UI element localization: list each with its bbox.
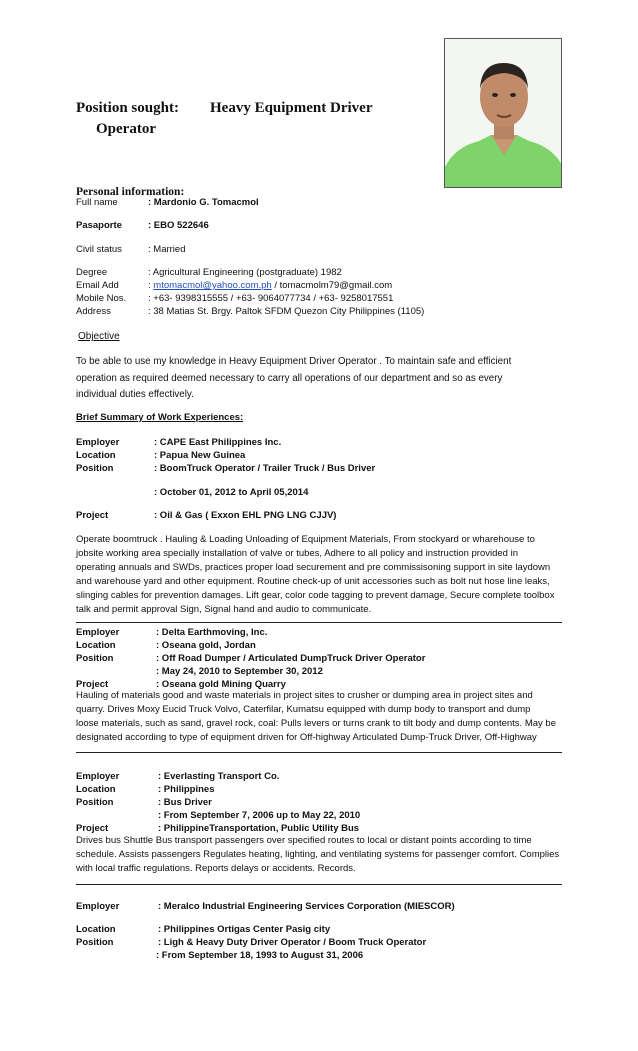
project-label: Project	[76, 510, 109, 521]
description-line: schedule. Assists passengers Regulates heating, lighting, and ventilating systems for passenger comfort. Complies	[76, 849, 560, 860]
objective-heading: Objective	[78, 331, 120, 342]
project-value: : Oseana gold Mining Quarry	[156, 679, 286, 690]
employer-value: : Everlasting Transport Co.	[158, 771, 280, 782]
field-value: : Agricultural Engineering (postgraduate) 1982	[148, 267, 342, 278]
field-value: : Mardonio G. Tomacmol	[148, 197, 259, 208]
field-value: : Married	[148, 244, 186, 255]
dates-value: : October 01, 2012 to April 05,2014	[154, 487, 309, 498]
description-line: Operate boomtruck . Hauling & Loading Unloading of Equipment Materials, From stockyard or wharehouse to	[76, 534, 535, 545]
job1-description	[76, 533, 566, 617]
position-value: : Ligh & Heavy Duty Driver Operator / Boom Truck Operator	[158, 937, 427, 948]
position-value: : BoomTruck Operator / Trailer Truck / Bus Driver	[154, 463, 376, 474]
position-label: Position	[76, 653, 114, 664]
employer-label: Employer	[76, 437, 120, 448]
position-label: Position	[76, 463, 114, 474]
description-line: Hauling of materials good and waste materials in project sites to crusher or dumping area in project sites and	[76, 690, 533, 701]
section-divider	[76, 622, 562, 623]
description-line: loose materials, such as sand, gravel rock, coal: Pulls levers or turns crank to tilt body and dump contents. May be	[76, 718, 556, 729]
field-label: Pasaporte	[76, 220, 122, 231]
description-line: with local traffic regulations. Reports delays or accidents. Records.	[76, 863, 356, 874]
work-summary-heading: Brief Summary of Work Experiences:	[76, 412, 244, 423]
objective-line: individual duties effectively.	[76, 389, 194, 400]
field-value	[148, 279, 392, 293]
email-prefix: :	[148, 280, 154, 291]
description-line: operating annuals and SWDs, practices proper load securement and pre commissisoning support in site laydown	[76, 562, 551, 573]
field-label: Email Add	[76, 280, 119, 291]
description-line: and warehouse yard and other equipment. Routine check-up of unit accessories such as bolt nut hose line leaks,	[76, 576, 550, 587]
dates-value: : May 24, 2010 to September 30, 2012	[156, 666, 323, 677]
description-line: designated according to type of equipment driven for Off-highway Articulated Dump-Truck Driver, Off-Highway	[76, 732, 537, 743]
description-line: quarry. Drives Moxy Eucid Truck Volvo, Caterfilar, Kumatsu equipped with dump body to transport and dump	[76, 704, 531, 715]
field-label: Mobile Nos.	[76, 293, 127, 304]
employer-value: : Delta Earthmoving, Inc.	[156, 627, 268, 638]
email-suffix: / tomacmolm79@gmail.com	[271, 280, 393, 291]
field-label: Address	[76, 306, 111, 317]
personal-info-heading: Personal information:	[76, 186, 185, 198]
location-value: : Philippines Ortigas Center Pasig city	[158, 924, 331, 935]
objective-line: operation as required deemed necessary to carry all operations of our department and so as every	[76, 372, 503, 384]
employer-value: : Meralco Industrial Engineering Services Corporation (MIESCOR)	[158, 901, 455, 912]
location-label: Location	[76, 924, 116, 935]
project-value: : PhilippineTransportation, Public Utility Bus	[158, 823, 360, 834]
description-line: Drives bus Shuttle Bus transport passengers over specified routes to local or distant points according to time	[76, 835, 532, 846]
project-label: Project	[76, 679, 109, 690]
field-label: Full name	[76, 197, 118, 208]
project-value: : Oil & Gas ( Exxon EHL PNG LNG CJJV)	[154, 510, 337, 521]
field-value: : 38 Matias St. Brgy. Paltok SFDM Quezon City Philippines (1105)	[148, 306, 425, 317]
position-sought-label: Position sought:	[76, 100, 179, 116]
field-label: Civil status	[76, 244, 122, 255]
position-value: : Bus Driver	[158, 797, 212, 808]
employer-label: Employer	[76, 901, 120, 912]
position-sought-value: Heavy Equipment Driver	[210, 100, 373, 116]
field-value: : EBO 522646	[148, 220, 209, 231]
profile-photo	[444, 38, 562, 188]
section-divider	[76, 884, 562, 885]
location-label: Location	[76, 640, 116, 651]
position-label: Position	[76, 937, 114, 948]
location-value: : Philippines	[158, 784, 215, 795]
description-line: jobsite working area specially installation of valve or tubes, Adhere to all policy and instruction provided in	[76, 548, 518, 559]
description-line: talk and permit approval Sign, Signal hand and audio to communicate.	[76, 604, 372, 615]
location-value: : Papua New Guinea	[154, 450, 246, 461]
person-portrait-icon	[445, 39, 562, 188]
job3-description	[76, 834, 566, 876]
dates-value: : From September 18, 1993 to August 31, 2006	[156, 950, 364, 961]
position-value: : Off Road Dumper / Articulated DumpTruck Driver Operator	[156, 653, 426, 664]
position-sought-value-cont: Operator	[96, 121, 156, 137]
position-label: Position	[76, 797, 114, 808]
location-label: Location	[76, 450, 116, 461]
field-label: Degree	[76, 267, 108, 278]
objective-text	[76, 354, 511, 404]
employer-label: Employer	[76, 771, 120, 782]
employer-label: Employer	[76, 627, 120, 638]
section-divider	[76, 752, 562, 753]
location-value: : Oseana gold, Jordan	[156, 640, 256, 651]
description-line: slinging cables for prevention damages. Lift gear, color code tagging to prevent damage, Secure complete toolbox	[76, 590, 555, 601]
project-label: Project	[76, 823, 109, 834]
objective-line: To be able to use my knowledge in Heavy Equipment Driver Operator . To maintain safe and efficient	[76, 356, 512, 367]
email-link[interactable]: mtomacmol@yahoo.com.ph	[153, 280, 272, 291]
employer-value: : CAPE East Philippines Inc.	[154, 437, 282, 448]
dates-value: : From September 7, 2006 up to May 22, 2010	[158, 810, 361, 821]
location-label: Location	[76, 784, 116, 795]
job2-description	[76, 689, 566, 745]
field-value: : +63- 9398315555 / +63- 9064077734 / +63- 9258017551	[148, 293, 394, 304]
